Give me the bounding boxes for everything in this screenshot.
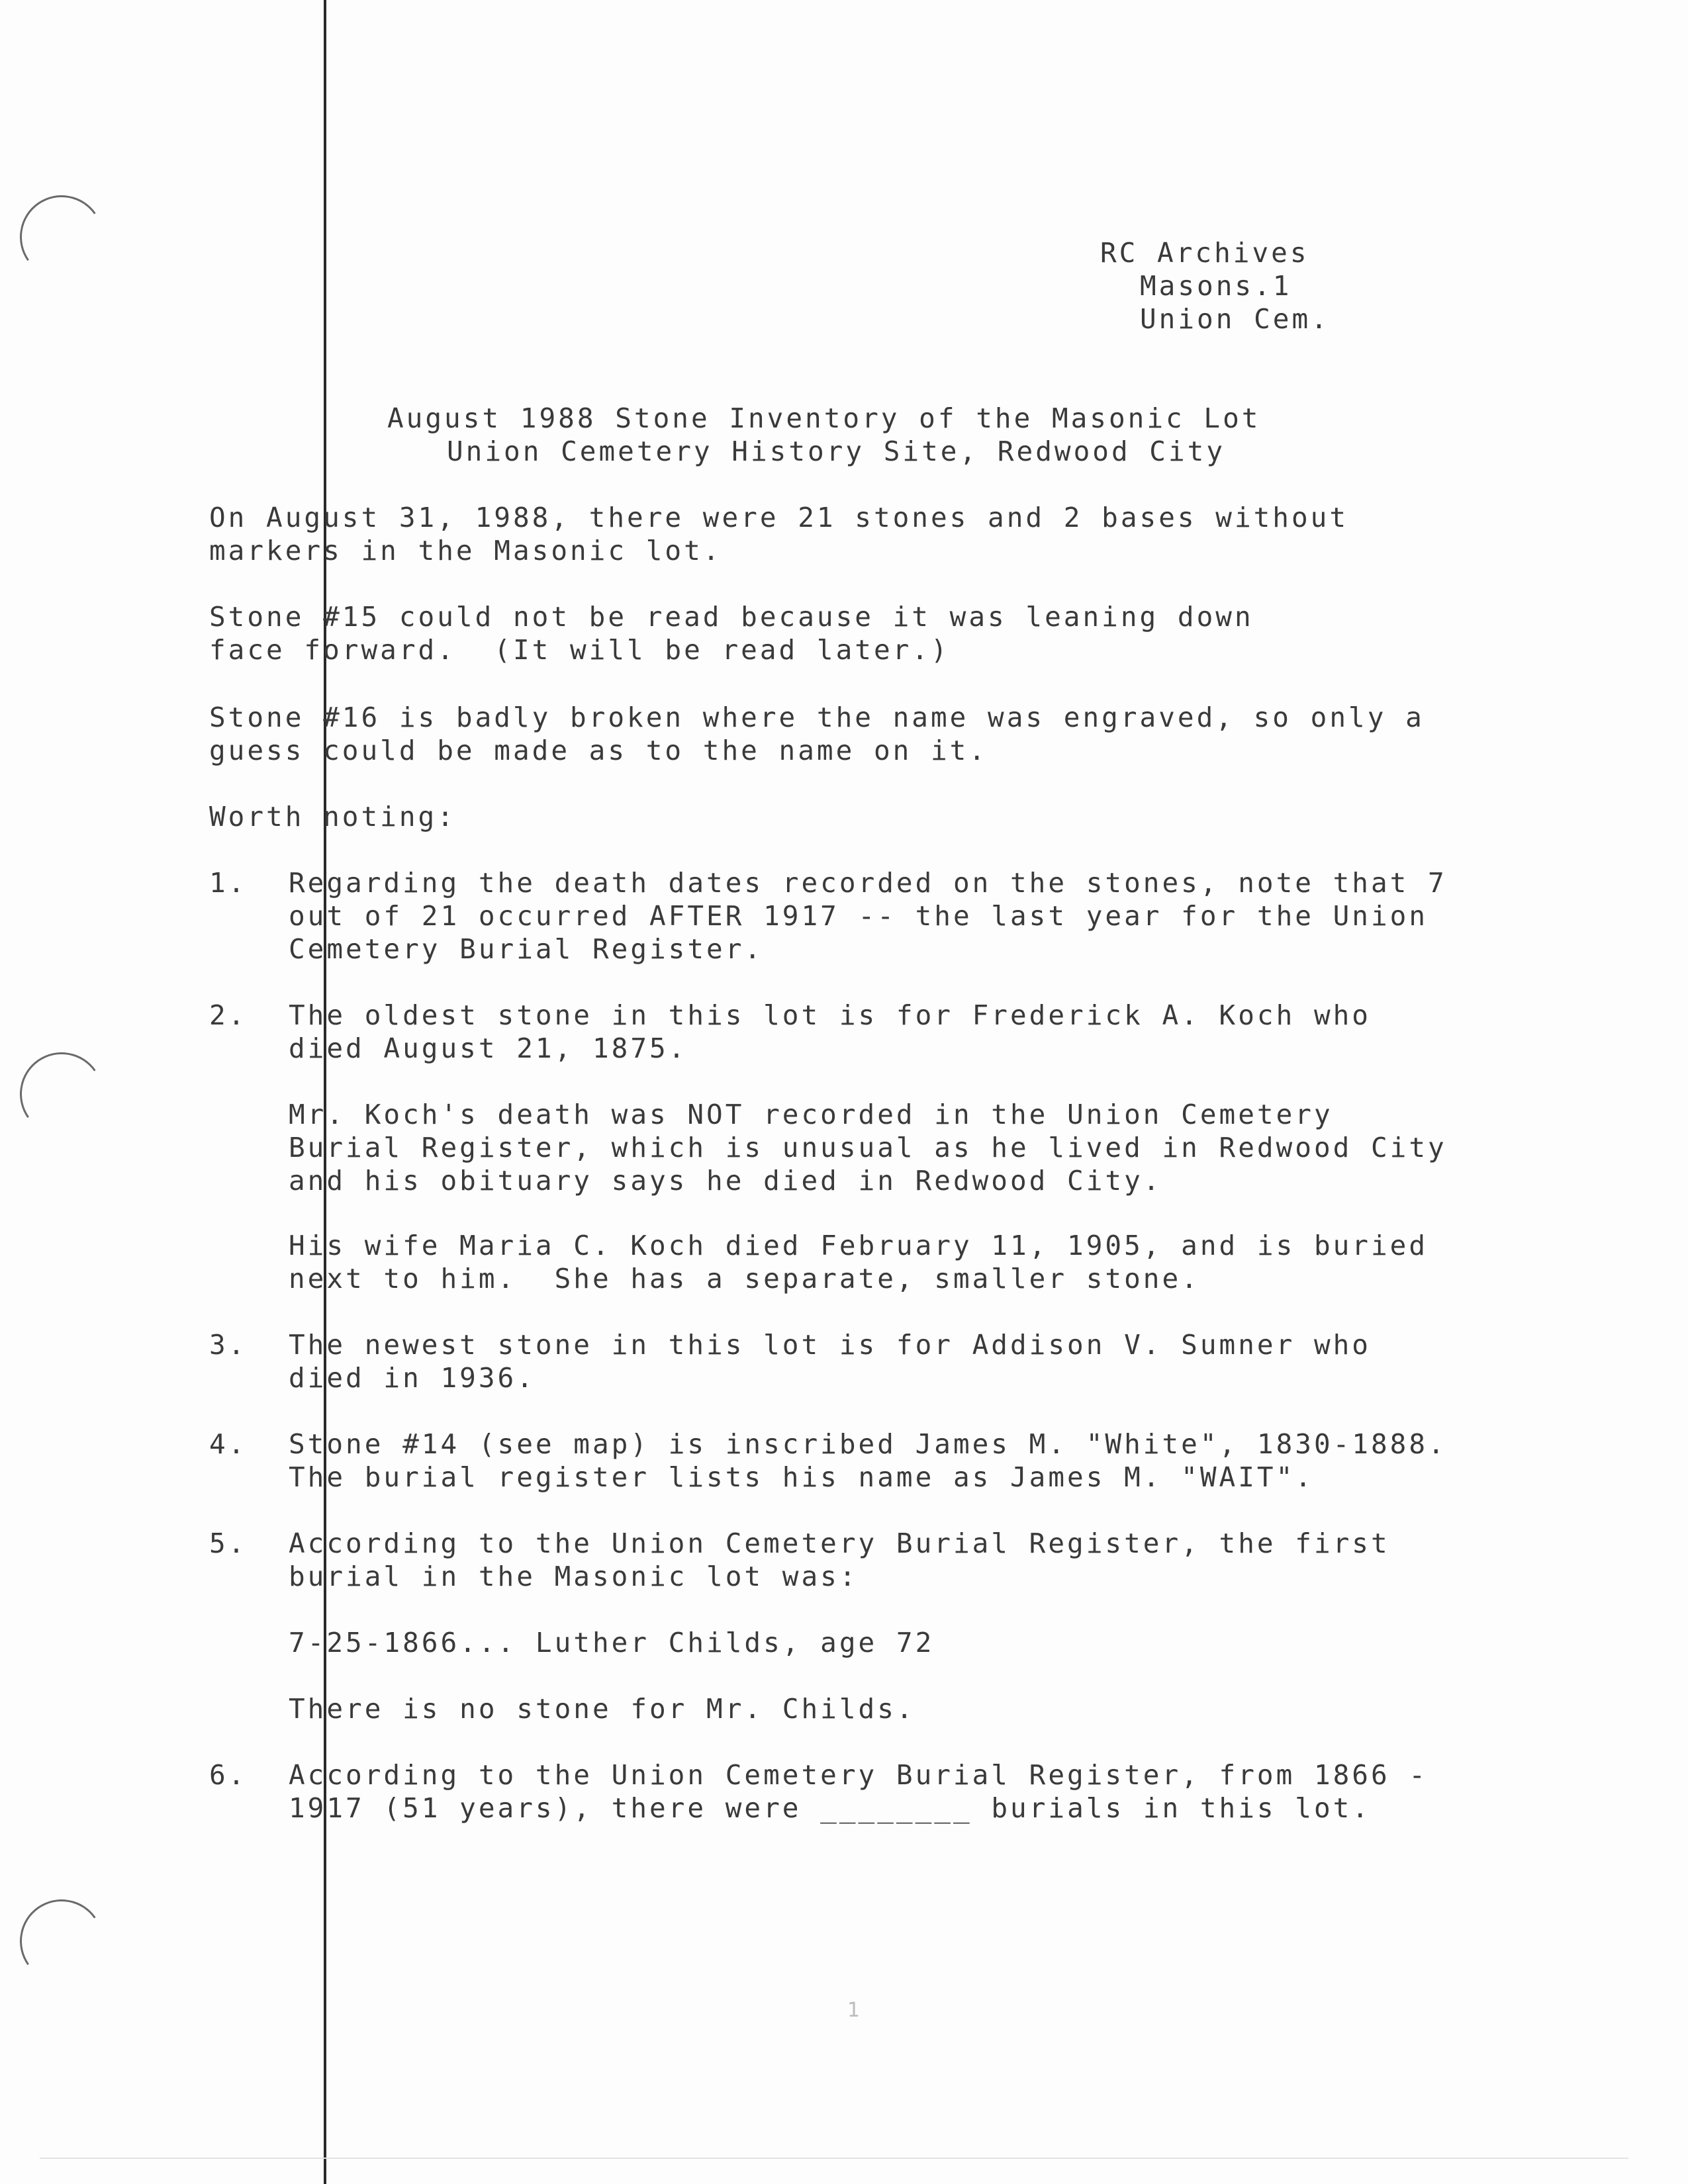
item-4-number: 4.	[209, 1428, 248, 1460]
item-2-sub1-line-2: Burial Register, which is unusual as he lived in Redwood City	[289, 1132, 1447, 1163]
item-6-line-2-start: 1917 (51 years), there were	[289, 1792, 802, 1824]
item-3-line-1: The newest stone in this lot is for Addison V. Sumner who	[289, 1329, 1371, 1361]
item-6-line-2-end: burials in this lot.	[991, 1792, 1372, 1824]
item-5-burial-entry: 7-25-1866... Luther Childs, age 72	[289, 1627, 935, 1659]
page-number: 1	[847, 1999, 861, 2022]
document-title: August 1988 Stone Inventory of the Masonic Lot	[387, 402, 1261, 434]
punch-hole-middle	[13, 1046, 110, 1142]
item-5-line-1: According to the Union Cemetery Burial Register, the first	[289, 1527, 1390, 1559]
item-4-line-1: Stone #14 (see map) is inscribed James M. "White", 1830-1888.	[289, 1428, 1447, 1460]
intro-paragraph-3-line-1: Stone #16 is badly broken where the name was engraved, so only a	[209, 702, 1425, 733]
intro-paragraph-2-line-1: Stone #15 could not be read because it was leaning down	[209, 601, 1254, 633]
item-2-sub1-line-3: and his obituary says he died in Redwood City.	[289, 1165, 1162, 1197]
intro-paragraph-2-line-2: face forward. (It will be read later.)	[209, 634, 950, 666]
item-1-line-1: Regarding the death dates recorded on the stones, note that 7	[289, 867, 1447, 899]
item-1-number: 1.	[209, 867, 248, 899]
archive-ref-line1: RC Archives	[1100, 237, 1309, 269]
burial-count-blank: ________	[820, 1792, 972, 1824]
archive-ref-line3: Union Cem.	[1140, 303, 1330, 335]
item-2-line-2: died August 21, 1875.	[289, 1032, 688, 1064]
intro-paragraph-1-line-1: On August 31, 1988, there were 21 stones and 2 bases without	[209, 502, 1349, 533]
item-6-line-2	[289, 1792, 1371, 1824]
item-2-sub2-line-1: His wife Maria C. Koch died February 11, 1905, and is buried	[289, 1230, 1429, 1261]
archive-ref-line2: Masons.1	[1140, 270, 1292, 302]
margin-rule	[324, 0, 326, 2184]
punch-hole-top	[13, 189, 110, 285]
document-subtitle: Union Cemetery History Site, Redwood City	[447, 435, 1226, 467]
item-5-number: 5.	[209, 1527, 248, 1559]
worth-noting-heading: Worth noting:	[209, 801, 456, 833]
item-3-number: 3.	[209, 1329, 248, 1361]
item-3-line-2: died in 1936.	[289, 1362, 536, 1394]
item-5-note: There is no stone for Mr. Childs.	[289, 1693, 915, 1725]
item-5-line-2: burial in the Masonic lot was:	[289, 1561, 859, 1592]
item-6-line-1: According to the Union Cemetery Burial Register, from 1866 -	[289, 1759, 1429, 1791]
item-6-number: 6.	[209, 1759, 248, 1791]
item-2-number: 2.	[209, 999, 248, 1031]
punch-hole-bottom	[13, 1893, 110, 1989]
intro-paragraph-3-line-2: guess could be made as to the name on it.	[209, 735, 988, 766]
item-2-line-1: The oldest stone in this lot is for Frederick A. Koch who	[289, 999, 1371, 1031]
item-1-line-3: Cemetery Burial Register.	[289, 933, 764, 965]
item-2-sub2-line-2: next to him. She has a separate, smaller stone.	[289, 1263, 1200, 1295]
item-2-sub1-line-1: Mr. Koch's death was NOT recorded in the Union Cemetery	[289, 1099, 1333, 1130]
intro-paragraph-1-line-2: markers in the Masonic lot.	[209, 535, 722, 567]
item-4-line-2: The burial register lists his name as James M. "WAIT".	[289, 1461, 1314, 1493]
page-bottom-edge	[40, 2158, 1628, 2159]
item-1-line-2: out of 21 occurred AFTER 1917 -- the last year for the Union	[289, 900, 1429, 932]
